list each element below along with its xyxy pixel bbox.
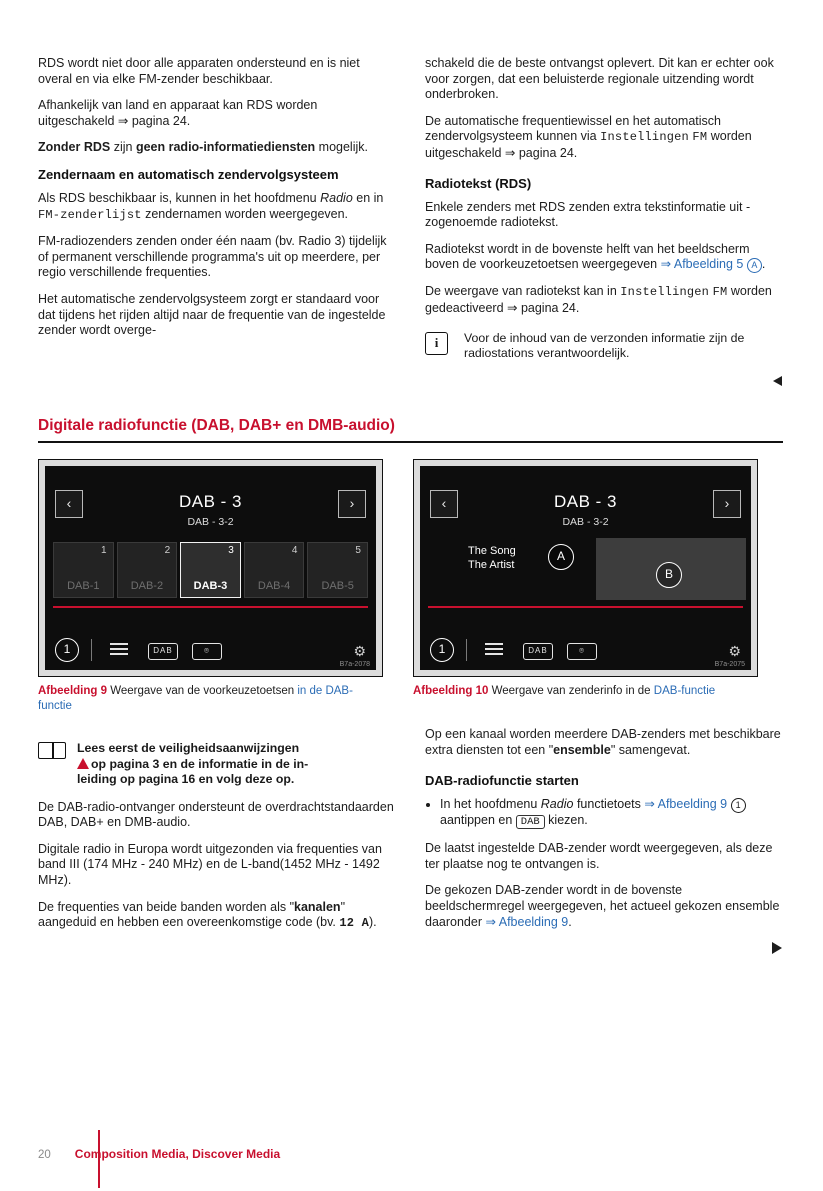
next-station-button[interactable]: › <box>338 490 366 518</box>
text: kiezen. <box>548 812 588 827</box>
lower-right-column <box>425 727 782 959</box>
safety-note-line-3: leiding op pagina 16 en volg deze op. <box>77 772 295 787</box>
callout-a-icon: A <box>548 544 574 570</box>
text: De automatische frequentiewissel en het automatisch zendervolgsysteem kunnen via <box>425 113 721 144</box>
text: en in <box>356 190 384 205</box>
text-bold: ensemble <box>553 742 611 757</box>
preset-button-1[interactable] <box>53 542 114 598</box>
figure-10-caption <box>413 684 758 699</box>
text: aantippen en <box>440 812 513 827</box>
section-divider <box>38 441 783 443</box>
radiotext-area <box>468 544 516 572</box>
text: zendernamen worden weergegeven. <box>145 206 349 221</box>
station-list-icon[interactable] <box>479 640 509 660</box>
preset-button-3[interactable] <box>180 542 241 598</box>
bar-divider <box>91 639 92 661</box>
band-button[interactable]: DAB <box>523 640 553 660</box>
text-mono: Instellingen <box>600 130 689 145</box>
top-columns <box>38 56 783 391</box>
figure-row <box>38 459 783 713</box>
text: mogelijk. <box>318 140 368 155</box>
callout-b-icon: B <box>656 562 682 588</box>
paragraph: FM-radiozenders zenden onder één naam (bv. Radio 3) tijdelijk of permanent verschillende programma's uit op meerdere, per regio verschillende frequenties. <box>38 234 387 280</box>
text-mono: FM <box>692 130 708 145</box>
gear-icon[interactable]: ⚙ <box>728 643 741 660</box>
paragraph: De DAB-radio-ontvanger ondersteunt de overdrachtstandaarden DAB, DAB+ en DMB-audio. <box>38 799 394 830</box>
section-title: Digitale radiofunctie (DAB, DAB+ en DMB-audio) <box>38 417 395 435</box>
accent-divider <box>428 606 743 608</box>
continuation-marker <box>425 941 782 959</box>
accent-divider <box>53 606 368 608</box>
page-number: 20 <box>38 1149 51 1161</box>
page-footer <box>38 1147 783 1161</box>
text-mono: FM-zenderlijst <box>38 207 142 222</box>
preset-label: DAB-5 <box>321 580 354 593</box>
text-mono: 12 A <box>339 916 370 931</box>
text: De weergave van radiotekst kan in <box>425 284 617 299</box>
text: " samengevat. <box>610 742 691 757</box>
figure-caption-text-2: DAB-functie <box>653 685 716 698</box>
paragraph: Digitale radio in Europa wordt uitgezonden via frequenties van band III (174 MHz - 240 MHz) en de L-band(1452 MHz - 1492 MHz). <box>38 841 382 887</box>
safety-note-line-2: op pagina 3 en de informatie in de in- <box>91 756 309 771</box>
triangle-left-icon <box>773 376 782 386</box>
paragraph: Afhankelijk van land en apparaat kan RDS worden uitgeschakeld ⇒ pagina 24. <box>38 98 318 128</box>
left-column <box>38 56 395 391</box>
text: functietoets <box>576 796 641 811</box>
bar-divider <box>466 639 467 661</box>
band-button[interactable]: DAB <box>148 640 178 660</box>
screen-bottom-bar <box>420 630 751 670</box>
paragraph-mixed <box>425 727 782 758</box>
text: . <box>761 257 766 272</box>
end-of-section-marker <box>425 373 782 391</box>
callout-1-icon: 1 <box>731 798 746 813</box>
figure-9 <box>38 459 383 713</box>
preset-label: DAB-4 <box>257 580 291 593</box>
station-list-icon[interactable] <box>104 640 134 660</box>
text-bold: Zonder RDS <box>38 140 111 155</box>
callout-1-icon: 1 <box>55 638 79 662</box>
text-mono: FM <box>712 285 728 300</box>
ensemble-name: DAB - 3-2 <box>562 516 609 529</box>
figure-10 <box>413 459 758 713</box>
text-mono: Instellingen <box>620 285 710 300</box>
previous-station-button[interactable]: ‹ <box>55 490 83 518</box>
figure-caption-text-2: in de DAB-functie <box>38 685 353 712</box>
manual-book-icon <box>38 741 68 787</box>
text: worden gedeactiveerd ⇒ pagina 24. <box>425 284 772 315</box>
info-icon: i <box>425 331 455 362</box>
preset-label: DAB-2 <box>130 580 164 593</box>
ensemble-name: DAB - 3-2 <box>187 516 234 529</box>
station-name: DAB - 3 <box>553 492 618 512</box>
paragraph-bold-mixed <box>38 140 395 156</box>
figure-9-frame <box>38 459 383 677</box>
text-bold: kanalen <box>294 899 341 914</box>
info-note-text: Voor de inhoud van de verzonden informatie zijn de radiostations verantwoordelijk. <box>464 330 745 360</box>
safety-note-line-1: Lees eerst de veiligheidsaanwijzingen <box>77 741 300 756</box>
paragraph: De laatst ingestelde DAB-zender wordt weergegeven, als deze ter plaatse nog te ontvangen is. <box>425 841 773 871</box>
preset-number: 3 <box>228 545 234 557</box>
figure-caption-text: Weergave van de voorkeuzetoetsen <box>110 685 295 698</box>
right-column <box>425 56 782 391</box>
bottom-columns <box>38 727 783 959</box>
figure-9-caption <box>38 684 383 713</box>
info-note <box>425 331 782 362</box>
manage-stations-icon[interactable]: ⌾ <box>192 640 222 660</box>
preset-number: 2 <box>164 545 171 557</box>
figure-code: B7a-2075 <box>714 661 745 669</box>
figure-10-frame <box>413 459 758 677</box>
heading-dab-start: DAB-radiofunctie starten <box>425 772 579 788</box>
paragraph-mixed <box>425 242 782 274</box>
cross-reference-link[interactable]: ⇒ Afbeelding 9 <box>485 914 569 929</box>
previous-station-button[interactable]: ‹ <box>430 490 458 518</box>
next-station-button[interactable]: › <box>713 490 741 518</box>
paragraph-mixed <box>38 900 395 932</box>
list-item <box>440 797 782 831</box>
preset-number: 5 <box>355 545 361 557</box>
figure-caption-label: Afbeelding 9 <box>38 685 108 698</box>
preset-label: DAB-3 <box>193 580 228 593</box>
start-steps-list <box>425 797 782 831</box>
figure-caption-label: Afbeelding 10 <box>413 685 489 698</box>
text: Radiotekst wordt in de bovenste helft van het beeldscherm boven de voorkeuzetoetsen weergegeven <box>425 241 750 272</box>
paragraph: Enkele zenders met RDS zenden extra tekstinformatie uit - zogenoemde radiotekst. <box>425 199 751 230</box>
text: Als RDS beschikbaar is, kunnen in het hoofdmenu <box>38 190 317 205</box>
safety-note-text <box>77 741 308 787</box>
text: De frequenties van beide banden worden als " <box>38 899 294 914</box>
paragraph: RDS wordt niet door alle apparaten ondersteund en is niet overal en via elke FM-zender beschikbaar. <box>38 56 360 86</box>
text: zijn <box>113 140 133 155</box>
heading-zendernaam: Zendernaam en automatisch zendervolgsysteem <box>38 166 339 182</box>
gear-icon[interactable]: ⚙ <box>353 643 366 660</box>
text-bold: geen radio-informatiediensten <box>135 140 316 155</box>
manage-stations-icon[interactable]: ⌾ <box>567 640 597 660</box>
badge-a-icon: A <box>747 258 762 273</box>
preset-label: DAB-1 <box>67 580 100 593</box>
cross-reference-link[interactable]: ⇒ Afbeelding 9 <box>644 796 728 811</box>
preset-button-5[interactable] <box>307 542 368 598</box>
station-name: DAB - 3 <box>178 492 243 512</box>
preset-buttons <box>53 542 368 598</box>
warning-triangle-icon <box>77 758 89 769</box>
radiotext-line-1: The Song <box>468 545 516 558</box>
text: Op een kanaal worden meerdere DAB-zenders met beschikbare extra diensten tot een " <box>425 727 781 757</box>
footer-title: Composition Media, Discover Media <box>74 1147 281 1161</box>
figure-code: B7a-2078 <box>339 661 370 669</box>
heading-radiotekst: Radiotekst (RDS) <box>425 175 532 191</box>
text: " aangeduid en hebben een overeenkomstige code (bv. <box>38 899 345 930</box>
lower-left-column <box>38 727 395 959</box>
radiotext-line-2: The Artist <box>468 559 515 572</box>
text: worden uitgeschakeld ⇒ pagina 24. <box>425 129 752 160</box>
text: ). <box>369 915 377 930</box>
preset-number: 1 <box>101 545 107 557</box>
text: . <box>568 914 572 929</box>
paragraph-mixed <box>425 883 782 930</box>
dab-key-button[interactable]: DAB <box>516 815 545 829</box>
paragraph: schakeld die de beste ontvangst oplevert. Dit kan er echter ook voor zorgen, dat een beluisterde regionale uitzending wordt onderbroken. <box>425 56 774 102</box>
screen-bottom-bar <box>45 630 376 670</box>
paragraph-mixed <box>38 191 395 223</box>
preset-number: 4 <box>291 545 298 557</box>
paragraph-mixed <box>425 284 782 316</box>
triangle-right-icon <box>772 942 782 954</box>
text: De gekozen DAB-zender wordt in de bovenste beeldschermregel weergegeven, het actueel gekozen ensemble daaronder <box>425 883 780 929</box>
preset-button-2[interactable] <box>117 542 178 598</box>
text: In het hoofdmenu <box>440 796 538 811</box>
cross-reference-link[interactable]: ⇒ Afbeelding 5 <box>660 257 744 272</box>
radio-screen-stationinfo <box>420 466 751 670</box>
radio-screen-presets <box>45 466 376 670</box>
text-italic: Radio <box>320 190 353 205</box>
paragraph: Het automatische zendervolgsysteem zorgt er standaard voor dat tijdens het rijden altijd naar de frequentie van de ingestelde zender wordt overge- <box>38 291 386 338</box>
page-content <box>38 56 783 959</box>
paragraph-mixed <box>425 114 782 162</box>
text-italic: Radio <box>540 796 574 811</box>
figure-caption-text: Weergave van zenderinfo in de <box>491 685 651 698</box>
preset-button-4[interactable] <box>244 542 305 598</box>
callout-1-icon: 1 <box>430 638 454 662</box>
safety-note <box>38 741 395 787</box>
